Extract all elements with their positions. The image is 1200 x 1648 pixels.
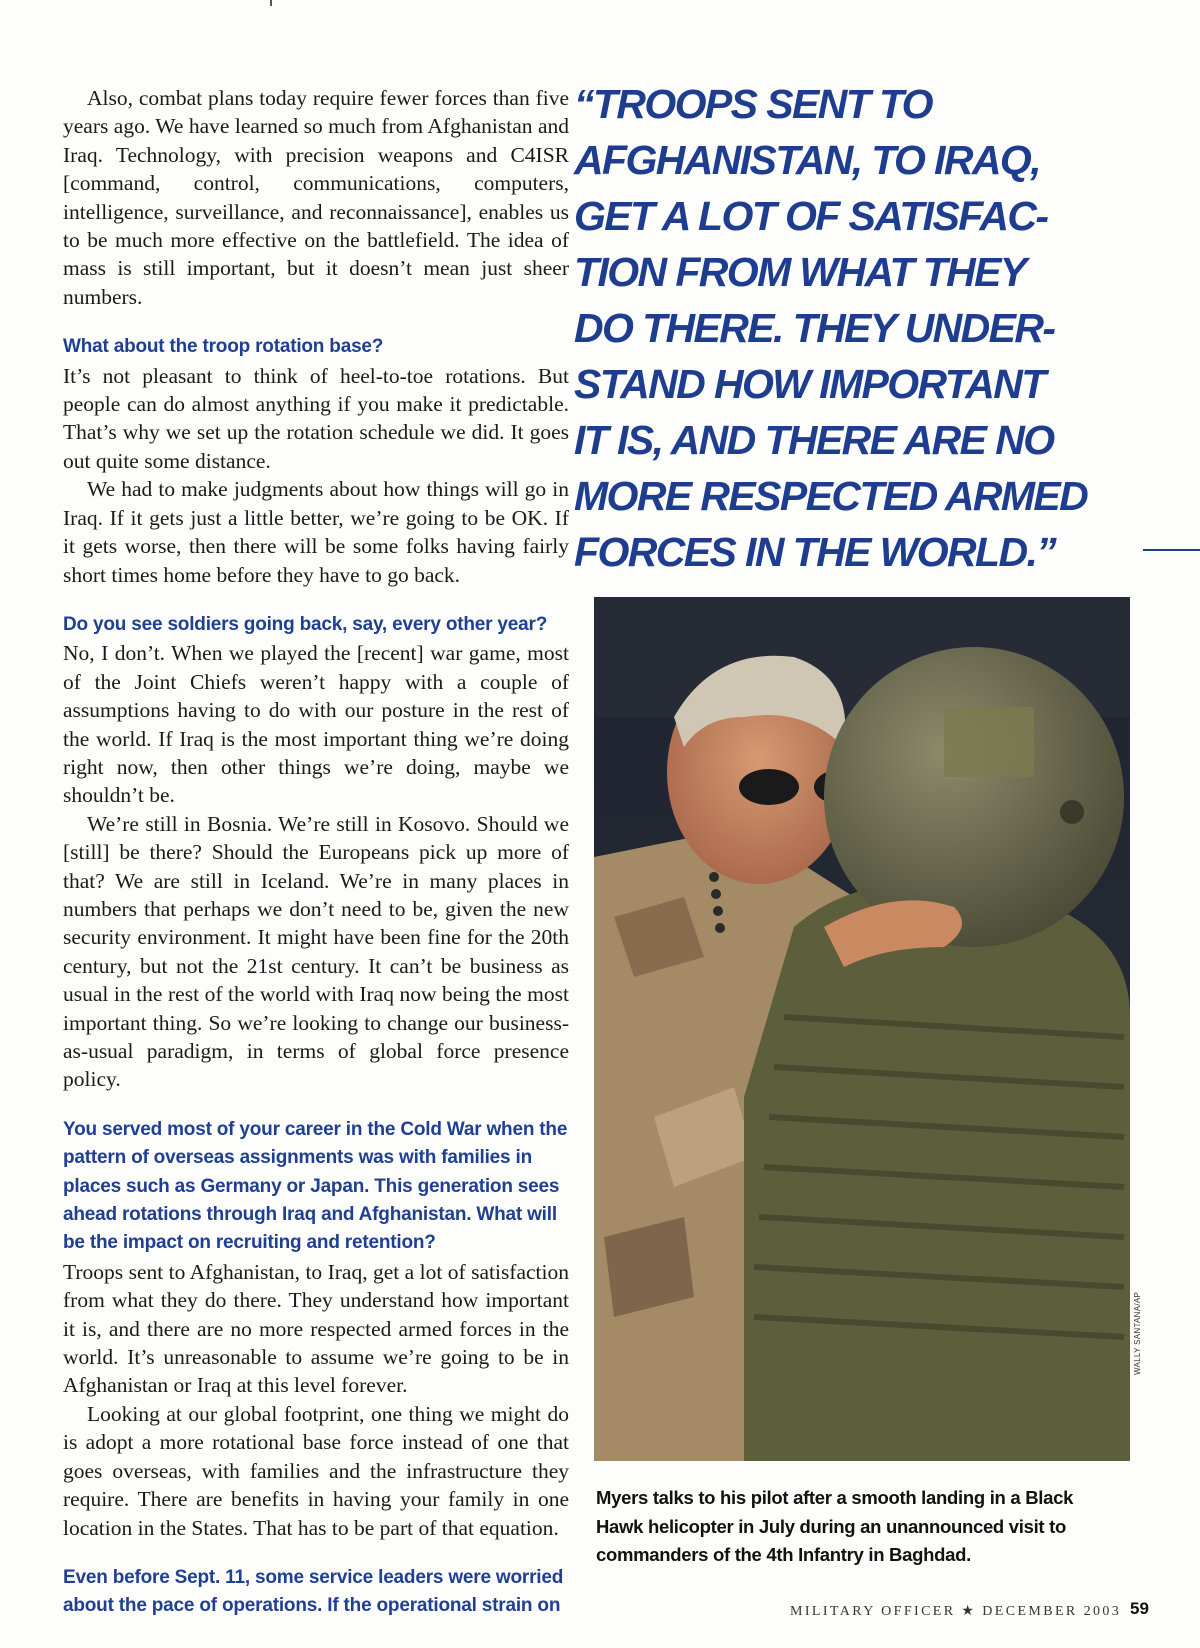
question-troop-rotation: What about the troop rotation base? <box>63 336 384 358</box>
pull-quote <box>574 76 1194 580</box>
photo-caption: Myers talks to his pilot after a smooth landing in a Black Hawk helicopter in July during an unannounced visit to commanders of the 4th Infantry in Baghdad. <box>596 1487 1074 1565</box>
question-cold-war-career: You served most of your career in the Cold War when the pattern of overseas assignments was with families in places such as Germany or Japan. This generation sees ahead rotations through Iraq and Afghanistan. What will be the impact on recruiting and retention? <box>63 1118 568 1254</box>
pull-quote-line: “TROOPS SENT TO <box>574 81 932 127</box>
footer-publication: MILITARY OFFICER ★ DECEMBER 2003 <box>790 1604 1122 1619</box>
answer-paragraph: Looking at our global footprint, one thing we might do is adopt a more rotational base force instead of one that goes overseas, with families and the infrastructure they require. There are benefits in having your family in one location in the States. That has to be part of that equation. <box>63 1401 569 1540</box>
top-rule <box>270 0 272 6</box>
answer-paragraph: No, I don’t. When we played the [recent] war game, most of the Joint Chiefs weren’t happy with a couple of assumptions having to do with our posture in the rest of the world. If Iraq is the most important thing we’re doing right now, then other things we’re doing, maybe we shouldn’t be. <box>63 641 569 808</box>
article-body <box>63 84 569 1621</box>
answer-paragraph: We’re still in Bosnia. We’re still in Kosovo. Should we [still] be there? Should the Europeans pick up more of that? We are still in Iceland. We’re in many places in numbers that perhaps we don’t need to be, given the new security environment. It might have been fine for the 20th century, but not the 21st century. It can’t be business as usual in the rest of the world with Iraq now being the most important thing. So we’re looking to change our business-as-usual paradigm, in terms of global force presence policy. <box>63 811 569 1092</box>
article-photo <box>594 597 1130 1461</box>
question-soldiers-going-back: Do you see soldiers going back, say, every other year? <box>63 613 548 635</box>
pull-quote-line: FORCES IN THE WORLD.” <box>574 529 1056 575</box>
intro-paragraph: Also, combat plans today require fewer forces than five years ago. We have learned so much from Afghanistan and Iraq. Technology, with precision weapons and C4ISR [command, control, communications, computers, intelligence, surveillance, and reconnaissance], enables us to be much more effective on the battlefield. The idea of mass is still important, but it doesn’t mean just sheer numbers. <box>63 86 569 309</box>
pull-quote-line: DO THERE. THEY UNDER- <box>574 305 1055 351</box>
answer-paragraph: Troops sent to Afghanistan, to Iraq, get a lot of satisfaction from what they do there. They understand how important it is, and there are no more respected armed forces in the world. It’s unreasonable to assume we’re going to be in Afghanistan or Iraq at this level forever. <box>63 1259 569 1398</box>
pull-quote-line: MORE RESPECTED ARMED <box>574 473 1088 519</box>
pull-quote-rule <box>1143 549 1200 551</box>
answer-paragraph: We had to make judgments about how things will go in Iraq. If it gets just a little better, we’re going to be OK. If it gets worse, then there will be some folks having fairly short times home before they have to go back. <box>63 477 569 587</box>
pull-quote-line: GET A LOT OF SATISFAC- <box>574 193 1048 239</box>
answer-paragraph: It’s not pleasant to think of heel-to-toe rotations. But people can do almost anything if you make it predictable. That’s why we set up the rotation schedule we did. It goes out quite some distance. <box>63 363 569 473</box>
question-operational-strain: Even before Sept. 11, some service leaders were worried about the pace of operations. If the operational strain on <box>63 1566 564 1617</box>
pull-quote-line: AFGHANISTAN, TO IRAQ, <box>574 137 1040 183</box>
pull-quote-line: IT IS, AND THERE ARE NO <box>574 417 1054 463</box>
pull-quote-line: STAND HOW IMPORTANT <box>574 361 1045 407</box>
pull-quote-line: TION FROM WHAT THEY <box>574 249 1026 295</box>
photo-credit: WALLY SANTANA/AP <box>1133 1291 1142 1375</box>
photo-illustration <box>594 597 1130 1461</box>
page-number: 59 <box>1130 1599 1149 1618</box>
